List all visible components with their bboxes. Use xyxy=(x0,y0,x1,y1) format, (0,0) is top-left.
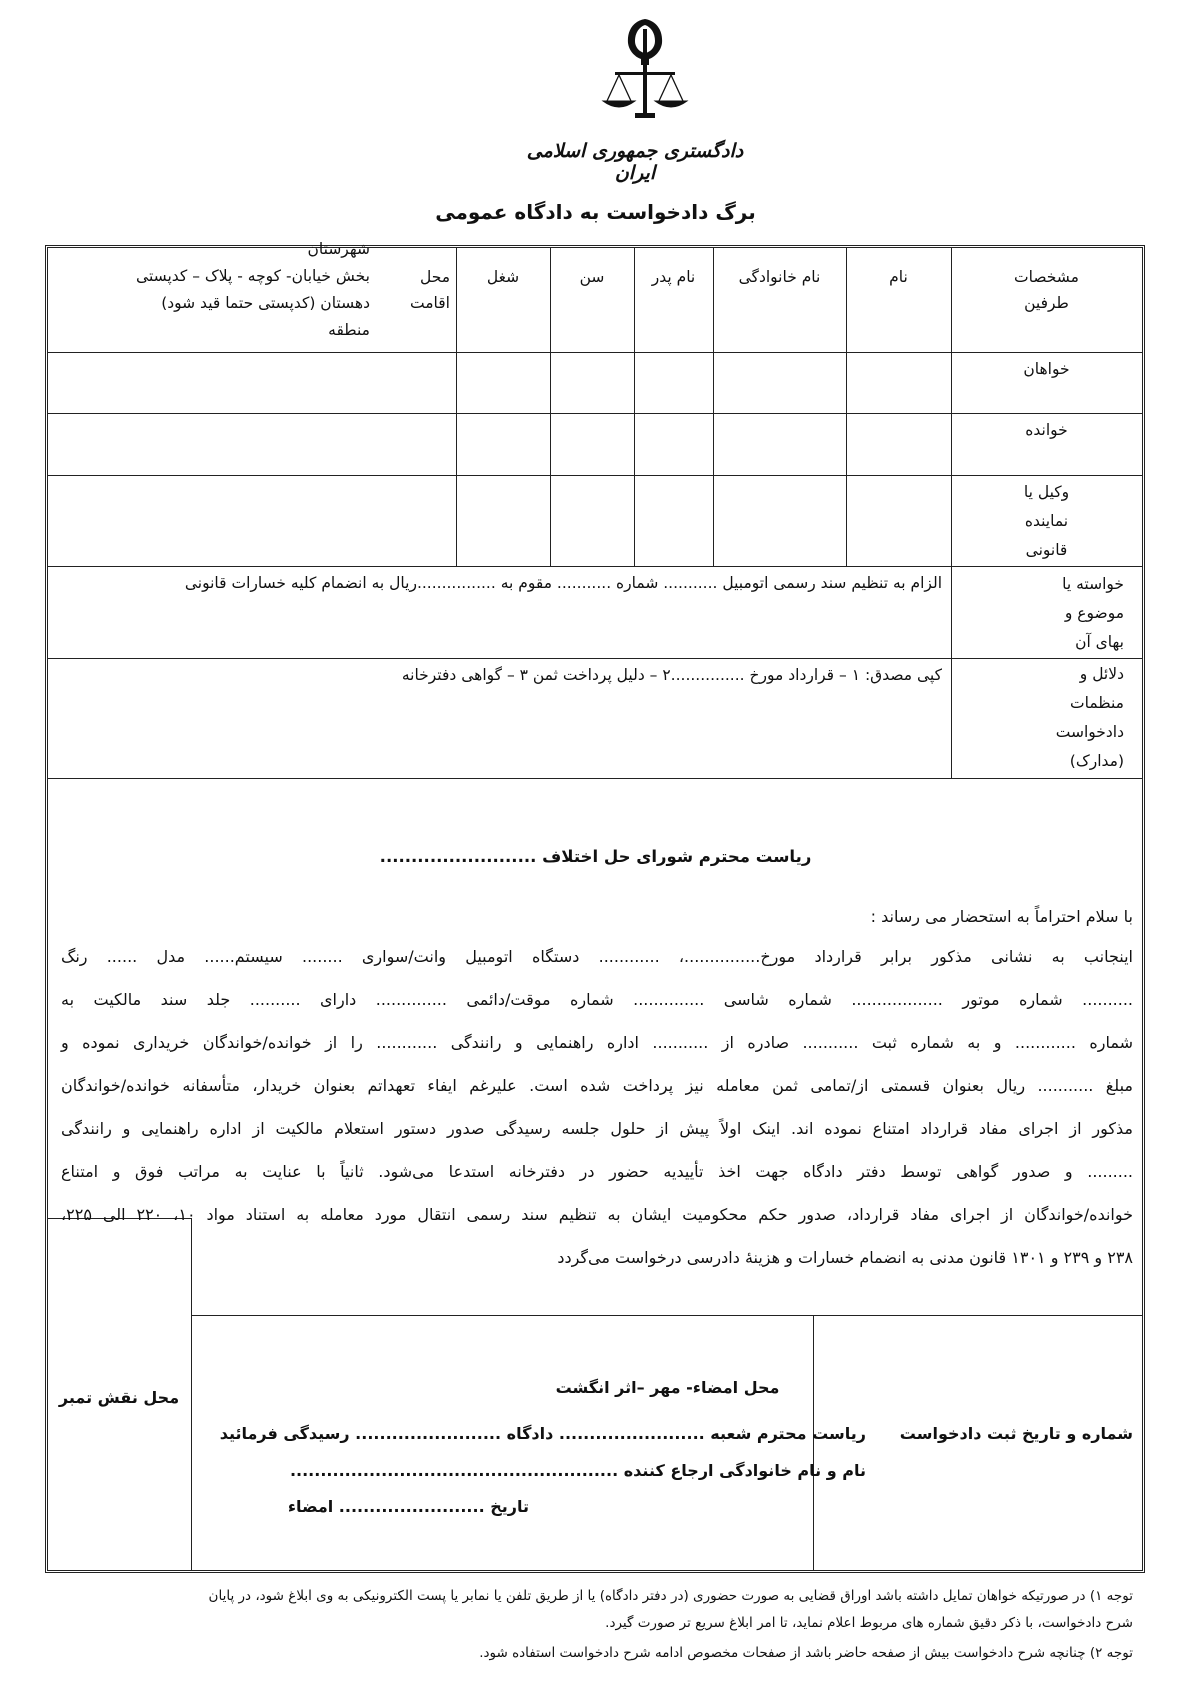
referral-line-3: تاریخ ........................ امضاء xyxy=(287,1497,529,1516)
note-2: توجه ۲) چنانچه شرح دادخواست بیش از صفحه حاضر باشد از صفحات مخصوص ادامه شرح دادخواست استفاده شود. xyxy=(479,1645,1133,1661)
letter-line-6: ......... و صدور گواهی توسط دفتر دادگاه جهت اخذ تأییدیه حضور در دفترخانه استدعا می‌شود. ثانیاً با عنایت به مراتب فوق و امتناع xyxy=(61,1162,1133,1181)
evidence-text: کپی مصدق: ۱ – قرارداد مورخ ...............۲ – دلیل پرداخت ثمن ۳ – گواهی دفترخانه xyxy=(401,666,942,684)
col-residence: محل اقامت xyxy=(410,268,450,312)
referral-line-1: ریاست محترم شعبه ........................ دادگاه ........................ رسیدگی فرمائید xyxy=(219,1424,866,1443)
row-plaintiff: خواهان xyxy=(1023,360,1070,378)
letter-line-8: ۲۳۸ و ۲۳۹ و ۱۳۰۱ قانون مدنی به انضمام خسارات و هزینهٔ دادرسی درخواست می‌گردد xyxy=(557,1248,1133,1267)
stamp-place: محل نقش تمبر xyxy=(58,1388,180,1407)
letter-line-7: خوانده/خواندگان از اجرای مفاد قرارداد، صدور حکم محکومیت ایشان به تنظیم سند رسمی انتقال مورد معامله به استناد مواد ۱۰، ۲۲۰ الی ۲۲۵، xyxy=(61,1205,1134,1224)
col-age: سن xyxy=(579,268,605,286)
row-lawyer: وکیل یا نماینده قانونی xyxy=(1023,483,1070,559)
letter-line-1: اینجانب به نشانی مذکور برابر قرارداد مورخ...............، ............ دستگاه اتومبیل وانت/سواری ........ سیستم...... مدل ...... رنگ xyxy=(61,947,1133,966)
col-name: نام xyxy=(889,268,908,286)
judiciary-logo-text: دادگستری جمهوری اسلامی ایران xyxy=(526,140,744,184)
letter-line-5: مذکور از اجرای مفاد قرارداد امتناع نموده اند. اینک اولاً پیش از حلول جلسه رسیدگی صدور دستور استعلام مالکیت از اداره راهنمایی و رانندگی xyxy=(61,1119,1133,1138)
col-residence-details: شهرستان بخش خیابان- کوچه - پلاک – کدپستی دهستان (کدپستی حتما قید شود) منطقه xyxy=(136,240,370,339)
claim-text: الزام به تنظیم سند رسمی اتومبیل ........... شماره ........... مقوم به ................ریال به انضمام کلیه خسارات قانونی xyxy=(184,574,942,592)
letter-line-4: مبلغ ........... ریال بعنوان قسمتی از/تمامی ثمن معامله نیز پرداخت شده است. علیرغم ایفاء تعهداتم بعنوان خریدار، متأسفانه خوانده/خواندگان xyxy=(61,1076,1133,1095)
letter-line-2: .......... شماره موتور .................. شماره شاسی .............. شماره موقت/دائمی .............. دارای .......... جلد سند مالکیت به xyxy=(61,990,1133,1009)
col-parties: مشخصات طرفین xyxy=(1014,268,1079,312)
signature-place: محل امضاء- مهر –اثر انگشت xyxy=(555,1378,780,1397)
emblem-icon xyxy=(585,15,705,127)
note-1-line-1: توجه ۱) در صورتیکه خواهان تمایل داشته باشد اوراق قضایی به صورت حضوری (در دفتر دادگاه) یا از طریق تلفن یا نمابر یا پست الکترونیکی به وی ابلاغ شود، در پایان xyxy=(208,1588,1133,1604)
form-title: برگ دادخواست به دادگاه عمومی xyxy=(435,200,756,224)
col-job: شغل xyxy=(486,268,520,286)
letter-line-3: شماره ............ و به شماره ثبت ........... صادره از ........... اداره راهنمایی و رانندگی ............ را از خوانده/خواندگان خریداری نموده و xyxy=(61,1033,1133,1052)
col-father-name: نام پدر xyxy=(651,268,696,286)
claim-label: خواسته یا موضوع و بهای آن xyxy=(1062,575,1124,651)
row-defendant: خوانده xyxy=(1025,421,1068,439)
note-1-line-2: شرح دادخواست، با ذکر دقیق شماره های مربوط اعلام نماید، تا امر ابلاغ سریع تر صورت گیرد. xyxy=(605,1615,1133,1631)
letter-greeting: با سلام احتراماً به استحضار می رساند : xyxy=(870,907,1133,926)
evidence-label: دلائل و منظمات دادخواست (مدارک) xyxy=(1055,665,1124,770)
registration-number-date: شماره و تاریخ ثبت دادخواست xyxy=(899,1424,1133,1443)
referral-line-2: نام و نام خانوادگی ارجاع کننده ...................................................... xyxy=(289,1461,866,1480)
col-family-name: نام خانوادگی xyxy=(738,268,821,286)
letter-heading: ریاست محترم شورای حل اختلاف ......................... xyxy=(379,847,812,866)
